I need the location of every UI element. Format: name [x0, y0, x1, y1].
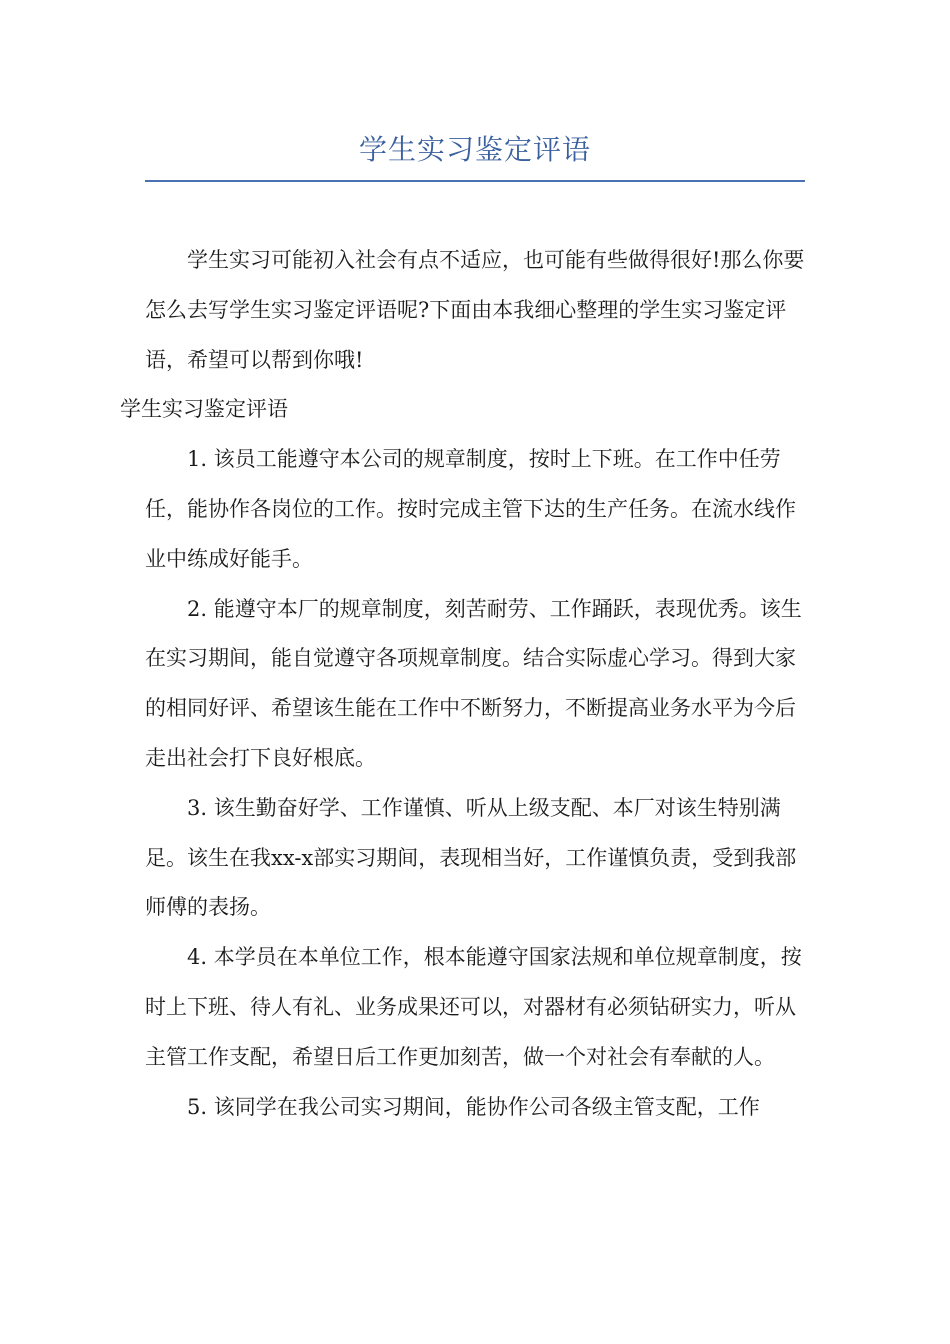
title-underline: [145, 180, 805, 182]
list-item: 1. 该员工能遵守本公司的规章制度，按时上下班。在工作中任劳任，能协作各岗位的工作。按时完成主管下达的生产任务。在流水线作业中练成好能手。: [145, 447, 796, 571]
intro-paragraph: 学生实习可能初入社会有点不适应，也可能有些做得很好!那么你要怎么去写学生实习鉴定评语呢?下面由本我细心整理的学生实习鉴定评语，希望可以帮到你哦!: [145, 248, 805, 372]
document-title: 学生实习鉴定评语: [358, 133, 591, 166]
list-item: 2. 能遵守本厂的规章制度，刻苦耐劳、工作踊跃，表现优秀。该生在实习期间，能自觉遵守各项规章制度。结合实际虚心学习。得到大家的相同好评、希望该生能在工作中不断努力，不断提高业务水平为今后走出社会打下良好根底。: [145, 596, 802, 770]
section-heading: 学生实习鉴定评语: [120, 397, 288, 422]
list-item: 4. 本学员在本单位工作，根本能遵守国家法规和单位规章制度，按时上下班、待人有礼、业务成果还可以，对器材有必须钻研实力，听从主管工作支配，希望日后工作更加刻苦，做一个对社会有奉献的人。: [145, 945, 802, 1069]
list-item: 3. 该生勤奋好学、工作谨慎、听从上级支配、本厂对该生特别满足。该生在我xx-x部实习期间，表现相当好，工作谨慎负责，受到我部师傅的表扬。: [145, 795, 797, 920]
list-item: 5. 该同学在我公司实习期间，能协作公司各级主管支配，工作: [187, 1094, 760, 1119]
document-body: [120, 236, 809, 1132]
